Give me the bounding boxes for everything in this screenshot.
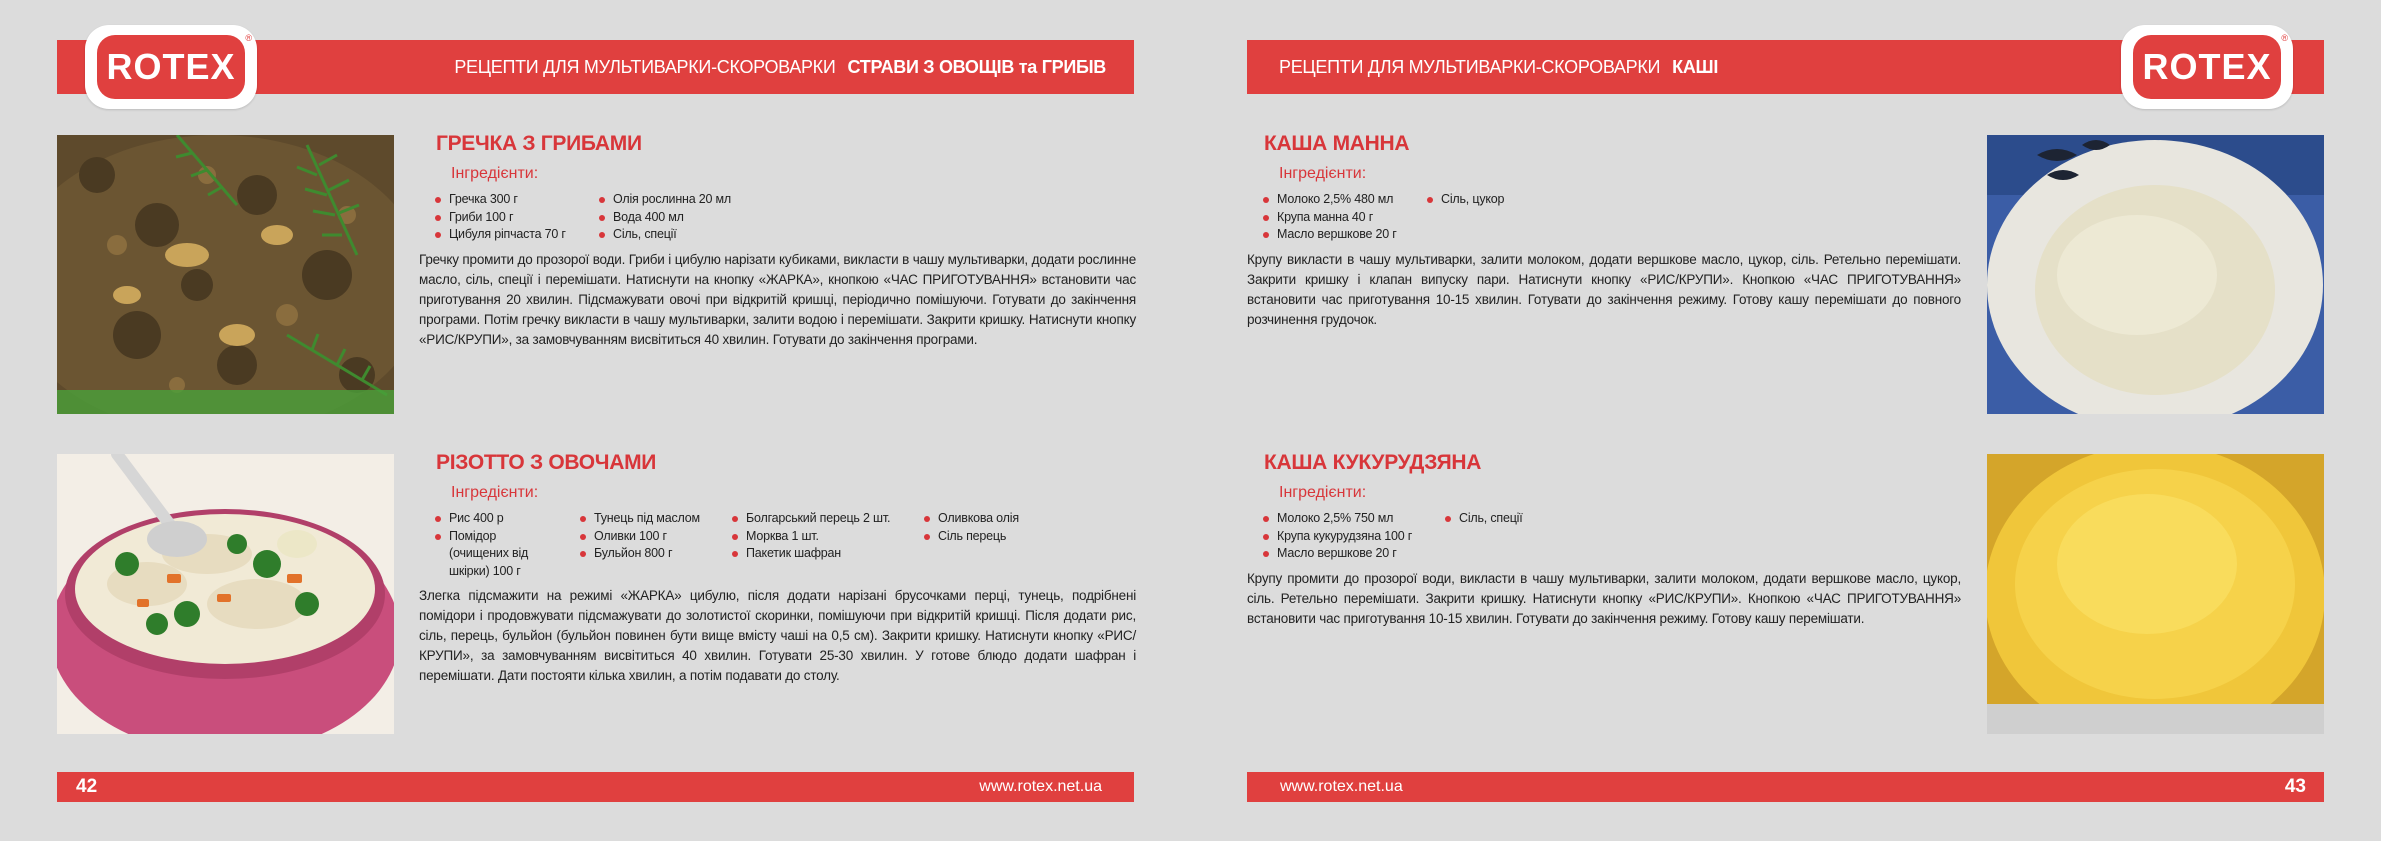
ingredients-column xyxy=(922,510,1019,580)
ingredient: Бульйон 800 г xyxy=(578,545,730,563)
ingredients-label: Інгредієнти: xyxy=(1279,165,1367,182)
rotex-logo xyxy=(2121,25,2293,109)
left-page xyxy=(0,0,1190,841)
risotto-photo xyxy=(57,454,394,734)
ingredients-column xyxy=(1261,191,1425,244)
semolina-photo xyxy=(1987,135,2324,414)
ingredient: Морква 1 шт. xyxy=(730,528,922,546)
ingredients-column xyxy=(1425,191,1504,244)
ingredients-column xyxy=(730,510,922,580)
ingredient: Сіль, спеції xyxy=(1443,510,1523,528)
ingredients-label: Інгредієнти: xyxy=(451,165,539,182)
recipe-title: РІЗОТТО З ОВОЧАМИ xyxy=(436,451,657,474)
logo-text: ROTEX xyxy=(97,35,245,99)
ingredient: Оливкова олія xyxy=(922,510,1019,528)
ingredient: Масло вершкове 20 г xyxy=(1261,226,1425,244)
rotex-logo xyxy=(85,25,257,109)
ingredient: Олія рослинна 20 мл xyxy=(597,191,731,209)
header-series: РЕЦЕПТИ ДЛЯ МУЛЬТИВАРКИ-СКОРОВАРКИ xyxy=(1279,57,1661,77)
ingredients-list xyxy=(1261,510,1961,563)
ingredient: Крупа кукурудзяна 100 г xyxy=(1261,528,1443,546)
ingredients-column xyxy=(433,510,578,580)
ingredients-column xyxy=(597,191,731,244)
recipe-title: КАША МАННА xyxy=(1264,132,1410,155)
ingredient: Рис 400 р xyxy=(433,510,578,528)
recipe-description: Крупу викласти в чашу мультиварки, залити молоком, додати вершкове масло, цукор, сіль. Ретельно перемішати. Закрити кришку і клапан випуску пари. Натиснути кнопку «РИС/КРУПИ». Кнопкою «ЧАС ПРИГОТУВАННЯ» встановити час приготування 10-15 хвилин. Готувати до закінчення режиму. Готову кашу перемішати до повного розчинення грудочок. xyxy=(1247,251,1961,327)
ingredient: Молоко 2,5% 480 мл xyxy=(1261,191,1425,209)
ingredient: Вода 400 мл xyxy=(597,209,731,227)
header-series: РЕЦЕПТИ ДЛЯ МУЛЬТИВАРКИ-СКОРОВАРКИ xyxy=(454,57,836,77)
header-section: СТРАВИ З ОВОЩІВ та ГРИБІВ xyxy=(847,57,1106,77)
ingredients-column xyxy=(1443,510,1523,563)
ingredient: Сіль, цукор xyxy=(1425,191,1504,209)
header-section: КАШІ xyxy=(1672,57,1719,77)
website-link[interactable]: www.rotex.net.ua xyxy=(979,778,1102,795)
recipe-semolina xyxy=(1247,132,1961,330)
page-number: 42 xyxy=(76,776,98,797)
ingredient: Болгарський перець 2 шт. xyxy=(730,510,922,528)
logo-text: ROTEX xyxy=(2133,35,2281,99)
right-page xyxy=(1191,0,2381,841)
recipe-corn-porridge xyxy=(1247,451,1961,629)
footer-bar xyxy=(57,772,1134,802)
ingredients-label: Інгредієнти: xyxy=(1279,484,1367,501)
logo-reg-mark: ® xyxy=(245,33,252,43)
recipe-title: ГРЕЧКА З ГРИБАМИ xyxy=(436,132,642,155)
recipe-buckwheat xyxy=(419,132,1136,350)
ingredients-list xyxy=(1261,191,1961,244)
buckwheat-photo xyxy=(57,135,394,414)
recipe-description: Гречку промити до прозорої води. Гриби і цибулю нарізати кубиками, викласти в чашу мультиварки, додати рослинне масло, сіль, спеції і перемішати. Натиснути на кнопку «ЖАРКА», кнопкою «ЧАС ПРИГОТУВАННЯ» встановити час приготування 20 хвилин. Підсмажувати овочі при відкритій кришці, періодично помішуючи. Готувати до закінчення програми. Потім гречку викласти в чашу мультиварки, залити водою і перемішати. Закрити кришку. Натиснути кнопку «РИС/КРУПИ», за замовчуванням висвітиться 40 хвилин. Готувати до закінчення програми. xyxy=(419,251,1136,347)
ingredients-label: Інгредієнти: xyxy=(451,484,539,501)
recipe-description: Злегка підсмажити на режимі «ЖАРКА» цибулю, після додати нарізані брусочками перці, тунець, подрібнені помідори і продовжувати підсмажувати до золотистої скоринки, помішуючи при відкритій кришці. Після додати рис, сіль, перець, бульйон (бульйон повинен бути вище вмісту чаші на 0,5 см). Закрити кришку. Натиснути кнопку «РИС/КРУПИ», за замовчуванням висвітиться 40 хвилин. Готувати 25-30 хвилин. У готове блюдо додати шафран і перемішати. Дати постояти кілька хвилин, а потім подавати до столу. xyxy=(419,588,1136,683)
ingredient: Масло вершкове 20 г xyxy=(1261,545,1443,563)
ingredients-list xyxy=(433,191,1136,244)
ingredient: Тунець під маслом xyxy=(578,510,730,528)
ingredients-column xyxy=(578,510,730,580)
ingredient: Помідор (очищених від шкірки) 100 г xyxy=(433,528,559,581)
logo-reg-mark: ® xyxy=(2281,33,2288,43)
header-text xyxy=(454,40,1106,94)
ingredients-column xyxy=(433,191,597,244)
header-text xyxy=(1279,40,1718,94)
ingredient: Крупа манна 40 г xyxy=(1261,209,1425,227)
ingredient: Гречка 300 г xyxy=(433,191,597,209)
ingredients-list xyxy=(433,510,1136,580)
footer-bar xyxy=(1247,772,2324,802)
page-number: 43 xyxy=(2284,776,2306,797)
ingredient: Молоко 2,5% 750 мл xyxy=(1261,510,1443,528)
ingredient: Сіль перець xyxy=(922,528,1019,546)
ingredient: Оливки 100 г xyxy=(578,528,730,546)
ingredient: Цибуля ріпчаста 70 г xyxy=(433,226,597,244)
ingredient: Пакетик шафран xyxy=(730,545,922,563)
website-link[interactable]: www.rotex.net.ua xyxy=(1280,778,1403,795)
recipe-risotto xyxy=(419,451,1136,686)
ingredient: Сіль, спеції xyxy=(597,226,731,244)
recipe-description: Крупу промити до прозорої води, викласти в чашу мультиварки, залити молоком, додати вершкове масло, цукор, сіль. Ретельно перемішати. Закрити кришку. Натиснути кнопку «РИС/КРУПИ». Кнопкою «ЧАС ПРИГОТУВАННЯ» встановити час приготування 10-15 хвилин. Готувати до закінчення режиму. Готову кашу перемішати. xyxy=(1247,570,1961,626)
recipe-title: КАША КУКУРУДЗЯНА xyxy=(1264,451,1482,474)
corn-porridge-photo xyxy=(1987,454,2324,734)
ingredients-column xyxy=(1261,510,1443,563)
ingredient: Гриби 100 г xyxy=(433,209,597,227)
